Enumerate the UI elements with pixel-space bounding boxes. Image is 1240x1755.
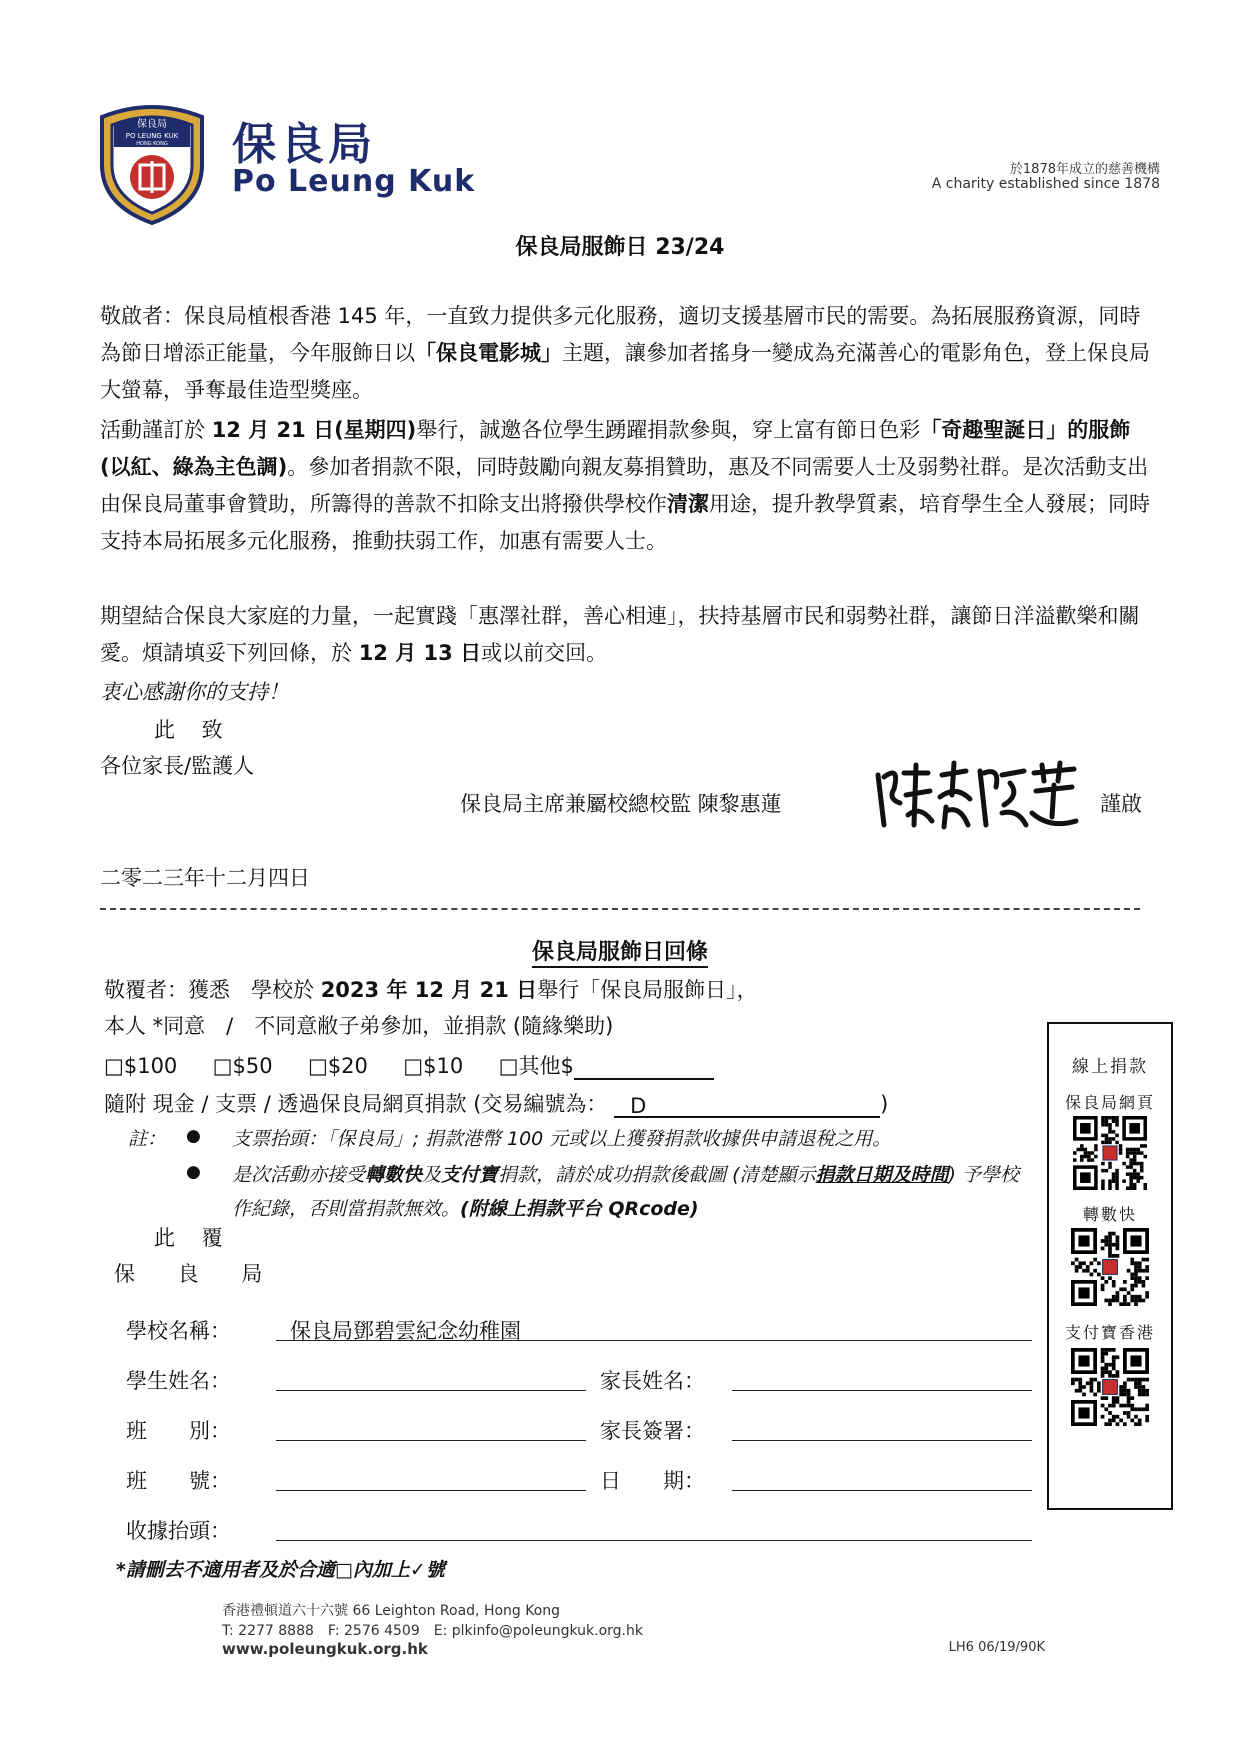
parent-signature-field[interactable]: [732, 1440, 1032, 1441]
svg-text:保良局: 保良局: [137, 119, 167, 130]
org-name-cn: 保良局: [232, 119, 376, 170]
svg-text:PO LEUNG KUK: PO LEUNG KUK: [125, 132, 179, 140]
qr-code-alipay[interactable]: [1071, 1348, 1149, 1430]
qr-code-fps[interactable]: [1071, 1228, 1149, 1310]
reply-slip-title: 保良局服飾日回條: [0, 935, 1240, 966]
qr-code-website[interactable]: [1073, 1116, 1147, 1194]
student-name-label: 學生姓名：: [126, 1369, 231, 1393]
class-number-field[interactable]: [276, 1490, 586, 1491]
class-field[interactable]: [276, 1440, 586, 1441]
slip-acknowledgement: 敬覆者：獲悉 學校於 2023 年 12 月 21 日舉行「保良局服飾日」，: [104, 978, 758, 1002]
established-cn: 於1878年成立的慈善機構: [1009, 162, 1160, 177]
option-10[interactable]: □$10: [403, 1054, 464, 1078]
established-en: A charity established since 1878: [931, 176, 1160, 192]
receipt-name-label: 收據抬頭：: [126, 1519, 231, 1543]
org-name-en: Po Leung Kuk: [232, 164, 476, 199]
qr-label-alipay: 支付寶香港: [1064, 1323, 1155, 1342]
transaction-number-field[interactable]: D: [614, 1094, 880, 1118]
footer-contact: T: 2277 8888 F: 2576 4509 E: plkinfo@poleungkuk.org.hk: [222, 1623, 643, 1639]
paragraph-closing: 期望結合保良大家庭的力量，一起實踐「惠澤社群，善心相連」，扶持基層市民和弱勢社群，讓節日洋溢歡樂和關愛。煩請填妥下列回條，於 12 月 13 日或以前交回。: [100, 604, 1140, 665]
donation-amount-options[interactable]: [104, 1050, 714, 1080]
salutation: 此 致: [154, 718, 233, 742]
parent-name-label: 家長姓名：: [600, 1369, 705, 1393]
school-name-label: 學校名稱：: [126, 1319, 231, 1343]
slip-consent-line[interactable]: 本人 *同意 / 不同意敝子弟參加，並捐款 (隨緣樂助): [104, 1014, 614, 1038]
online-donation-panel: [1047, 1022, 1173, 1510]
note-label: 註：: [128, 1128, 167, 1150]
parent-signature-label: 家長簽署：: [600, 1419, 705, 1443]
bullet-icon: ●: [186, 1126, 201, 1146]
date-field[interactable]: [732, 1490, 1032, 1491]
option-100[interactable]: □$100: [104, 1054, 178, 1078]
qr-label-fps: 轉數快: [1082, 1205, 1137, 1224]
note-cheque: 支票抬頭：「保良局」; 捐款港幣 100 元或以上獲發捐款收據供申請退稅之用。: [232, 1128, 892, 1150]
sign-off: 謹啟: [1100, 792, 1142, 816]
signer-title: 保良局主席兼屬校總校監 陳黎惠蓮: [460, 792, 782, 816]
paragraph-intro: 敬啟者：保良局植根香港 145 年，一直致力提供多元化服務，適切支援基層市民的需要。為拓展服務資源，同時為節日增添正能量，今年服飾日以「保良電影城」主題，讓參加者搖身一變成為充滿善心的電影角色，登上保良局大螢幕，爭奪最佳造型獎座。: [100, 304, 1150, 402]
student-name-field[interactable]: [276, 1390, 586, 1391]
parent-name-field[interactable]: [732, 1390, 1032, 1391]
slip-footnote: *請刪去不適用者及於合適□內加上✓號: [116, 1559, 445, 1581]
class-number-label: 班 號：: [126, 1469, 231, 1493]
payment-method-line: 隨附 現金 / 支票 / 透過保良局網頁捐款 (交易編號為： D ): [104, 1092, 889, 1118]
class-label: 班 別：: [126, 1419, 231, 1443]
handwritten-signature: [870, 755, 1080, 835]
footer-website[interactable]: www.poleungkuk.org.hk: [222, 1640, 428, 1658]
qr-panel-title: 線上捐款: [1072, 1057, 1148, 1077]
other-amount-field[interactable]: [574, 1056, 714, 1080]
qr-label-website: 保良局網頁: [1064, 1093, 1155, 1112]
cut-line-divider: [100, 908, 1140, 910]
letter-date: 二零二三年十二月四日: [100, 866, 310, 890]
po-leung-kuk-logo: [92, 95, 212, 225]
reply-salutation: 此 覆: [154, 1226, 233, 1250]
thanks-line: 衷心感謝你的支持！: [100, 680, 289, 704]
letter-title: 保良局服飾日 23/24: [515, 235, 725, 260]
note-online-donation: 是次活動亦接受轉數快及支付寶捐款，請於成功捐款後截圖 (清楚顯示捐款日期及時間) 予學校作紀錄，否則當捐款無效。(附線上捐款平台 QRcode): [232, 1164, 1019, 1220]
svg-text:HONG KONG: HONG KONG: [136, 141, 168, 147]
receipt-name-field[interactable]: [276, 1540, 1032, 1541]
school-name-value: 保良局鄧碧雲紀念幼稚園: [290, 1319, 521, 1343]
footer-address: 香港禮頓道六十六號 66 Leighton Road, Hong Kong: [222, 1603, 561, 1619]
reply-recipient: 保 良 局: [114, 1262, 281, 1286]
option-other[interactable]: □其他$: [498, 1054, 574, 1078]
bullet-icon: ●: [186, 1162, 201, 1182]
recipients: 各位家長/監護人: [100, 754, 255, 778]
paragraph-event: 活動謹訂於 12 月 21 日(星期四)舉行，誠邀各位學生踴躍捐款參與，穿上富有節日色彩「奇趣聖誕日」的服飾(以紅、綠為主色調)。參加者捐款不限，同時鼓勵向親友募捐贊助，惠及不同需要人士及弱勢社群。是次活動支出由保良局董事會贊助，所籌得的善款不扣除支出將撥供學校作清潔用途，提升教學質素，培育學生全人發展；同時支持本局拓展多元化服務，推動扶弱工作，加惠有需要人士。: [100, 418, 1150, 553]
date-label: 日 期：: [600, 1469, 705, 1493]
option-50[interactable]: □$50: [212, 1054, 273, 1078]
option-20[interactable]: □$20: [307, 1054, 368, 1078]
form-code: LH6 06/19/90K: [948, 1640, 1045, 1655]
